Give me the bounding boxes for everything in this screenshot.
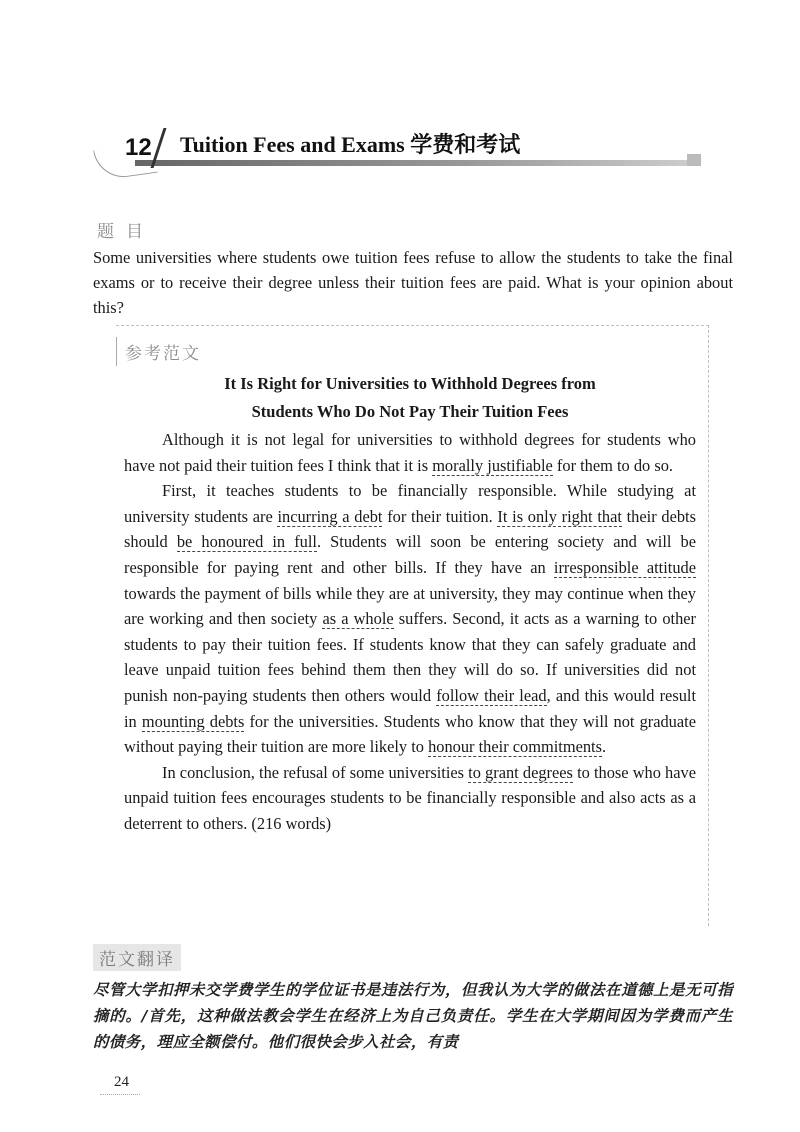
page-mark bbox=[100, 1094, 140, 1096]
text-run: their debts should bbox=[124, 506, 696, 552]
essay-paragraph-2 bbox=[124, 478, 696, 760]
chapter-number: 12 bbox=[125, 134, 152, 161]
essay-paragraph-3 bbox=[124, 760, 696, 837]
phrase-underline: irresponsible attitude bbox=[553, 557, 697, 577]
text-run: for them to do so. bbox=[552, 455, 673, 475]
essay-title bbox=[124, 370, 696, 426]
phrase-underline: be honoured in full bbox=[176, 532, 317, 552]
essay-title-line2: Students Who Do Not Pay Their Tuition Fees bbox=[251, 402, 569, 421]
text-run: . bbox=[601, 737, 607, 757]
essay-translation: 尽管大学扣押未交学费学生的学位证书是违法行为，但我认为大学的做法在道德上是无可指摘的。/首先，这种做法教会学生在经济上为自己负责任。学生在大学期间因为学费而产生的债务，理应全额偿付。他们很快会步入社会，有责 bbox=[93, 981, 733, 1051]
essay-title-line1: It Is Right for Universities to Withhold Degrees from bbox=[224, 374, 596, 393]
header-rule-end bbox=[687, 154, 701, 166]
text-run: In conclusion, the refusal of some universities bbox=[162, 762, 469, 782]
page-number: 24 bbox=[114, 1074, 129, 1090]
phrase-underline: as a whole bbox=[322, 609, 394, 629]
text-run: for their tuition. bbox=[382, 506, 498, 526]
header-rule bbox=[135, 160, 690, 166]
reference-essay-label: 参考范文 bbox=[116, 337, 211, 366]
phrase-underline: mounting debts bbox=[141, 711, 245, 731]
text-run: First, it teaches students to be financially responsible. While studying at university students are bbox=[124, 481, 696, 526]
phrase-underline: honour their commitments bbox=[428, 737, 602, 757]
phrase-underline: follow their lead bbox=[436, 685, 547, 705]
chapter-title: Tuition Fees and Exams 学费和考试 bbox=[180, 132, 521, 157]
essay-prompt: Some universities where students owe tuition fees refuse to allow the students to take the final exams or to receive their degree unless their tuition fees are paid. What is your opinion about this? bbox=[93, 248, 733, 317]
text-run: to those who have unpaid tuition fees encourages students to be financially responsible and also acts as a deterrent to others. (216 words) bbox=[124, 762, 697, 833]
text-run: , and this would result in bbox=[124, 685, 697, 731]
essay-body bbox=[124, 427, 696, 837]
text-run: suffers. Second, it acts as a warning to other students to pay their tuition fees. If students know that they can safely graduate and leave unpaid tuition fees behind them then they will do so. If universities did not punish non-paying students then others would bbox=[124, 609, 696, 705]
phrase-underline: morally justifiable bbox=[432, 455, 553, 475]
text-run: towards the payment of bills while they are at university, they may continue when they are working and then society bbox=[124, 583, 696, 629]
phrase-underline: It is only right that bbox=[497, 506, 622, 526]
translation-label: 范文翻译 bbox=[93, 944, 181, 971]
text-run: . Students will soon be entering society and will be responsible for paying rent and other bills. If they have an bbox=[124, 532, 697, 577]
phrase-underline: incurring a debt bbox=[277, 506, 383, 526]
question-label: 题目 bbox=[97, 222, 155, 242]
phrase-underline: to grant degrees bbox=[468, 762, 573, 782]
text-run: Although it is not legal for universities to withhold degrees for students who have not paid their tuition fees I think that it is bbox=[124, 430, 696, 475]
essay-paragraph-1 bbox=[124, 427, 696, 478]
chapter-header bbox=[95, 118, 615, 178]
text-run: for the universities. Students who know that they will not graduate without paying their tuition are more likely to bbox=[124, 711, 696, 757]
